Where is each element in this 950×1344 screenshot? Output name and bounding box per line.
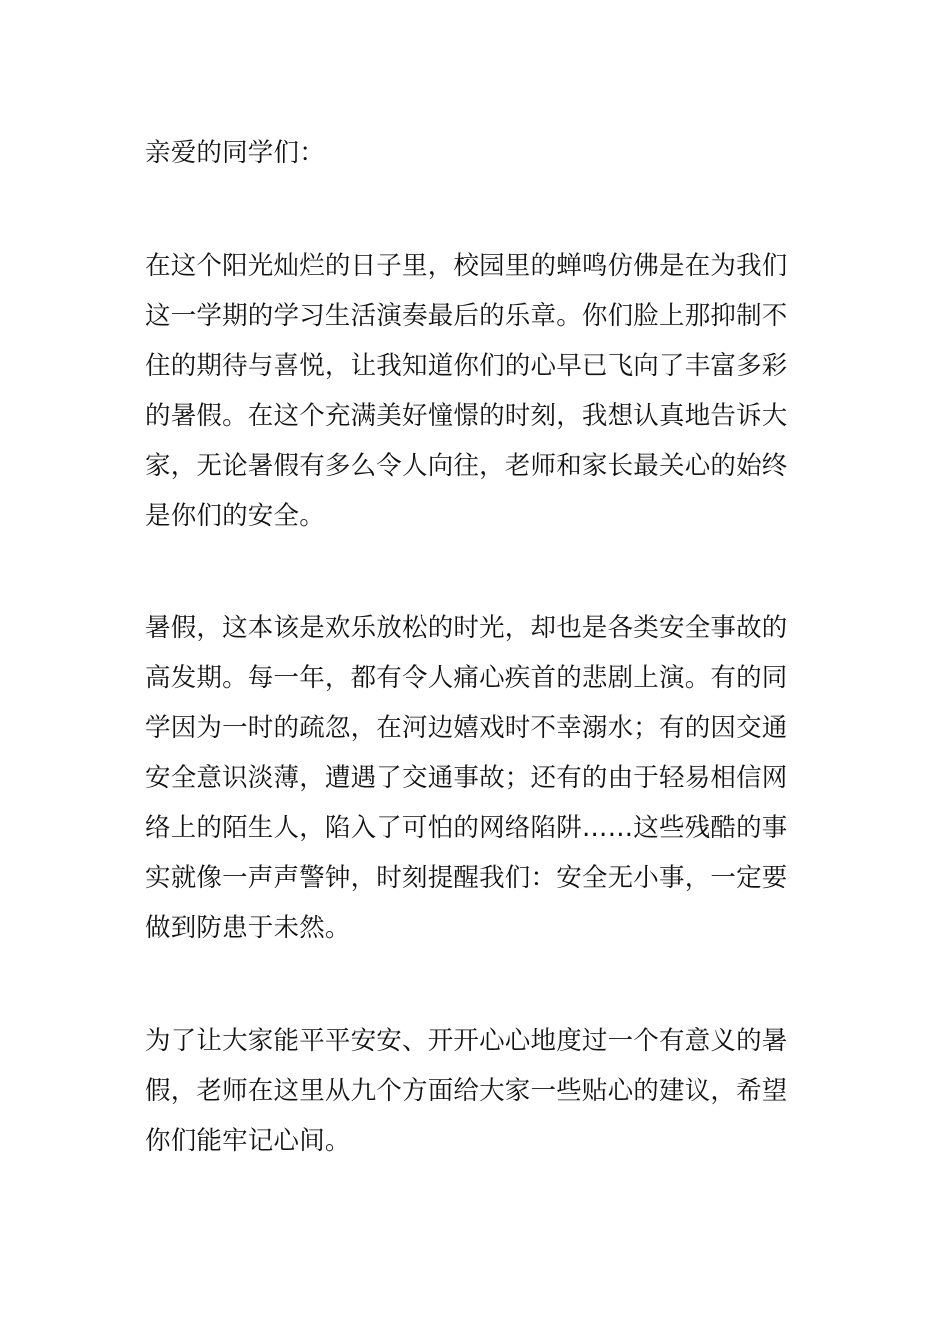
paragraph-2-line-5: 络上的陌生人，陷入了可怕的网络陷阱……这些残酷的事 <box>145 813 788 843</box>
paragraph-1-line-6: 是你们的安全。 <box>145 501 325 531</box>
paragraph-2-line-7: 做到防患于未然。 <box>145 913 351 943</box>
paragraph-3-line-1: 为了让大家能平平安安、开开心心地度过一个有意义的暑 <box>145 1026 788 1056</box>
greeting-line: 亲爱的同学们： <box>145 138 325 168</box>
paragraph-2-line-1: 暑假，这本该是欢乐放松的时光，却也是各类安全事故的 <box>145 613 788 643</box>
paragraph-2-line-6: 实就像一声声警钟，时刻提醒我们：安全无小事，一定要 <box>145 863 788 893</box>
paragraph-2-line-4: 安全意识淡薄，遭遇了交通事故；还有的由于轻易相信网 <box>145 763 788 793</box>
paragraph-3-line-2: 假，老师在这里从九个方面给大家一些贴心的建议，希望 <box>145 1076 788 1106</box>
paragraph-1-line-1: 在这个阳光灿烂的日子里，校园里的蝉鸣仿佛是在为我们 <box>145 251 788 281</box>
paragraph-2-line-3: 学因为一时的疏忽，在河边嬉戏时不幸溺水；有的因交通 <box>145 713 788 743</box>
paragraph-1-line-5: 家，无论暑假有多么令人向往，老师和家长最关心的始终 <box>145 451 788 481</box>
paragraph-2-line-2: 高发期。每一年，都有令人痛心疾首的悲剧上演。有的同 <box>145 663 788 693</box>
paragraph-1-line-4: 的暑假。在这个充满美好憧憬的时刻，我想认真地告诉大 <box>145 401 788 431</box>
paragraph-3-line-3: 你们能牢记心间。 <box>145 1126 351 1156</box>
paragraph-1-line-3: 住的期待与喜悦，让我知道你们的心早已飞向了丰富多彩 <box>145 351 788 381</box>
paragraph-1-line-2: 这一学期的学习生活演奏最后的乐章。你们脸上那抑制不 <box>145 301 788 331</box>
